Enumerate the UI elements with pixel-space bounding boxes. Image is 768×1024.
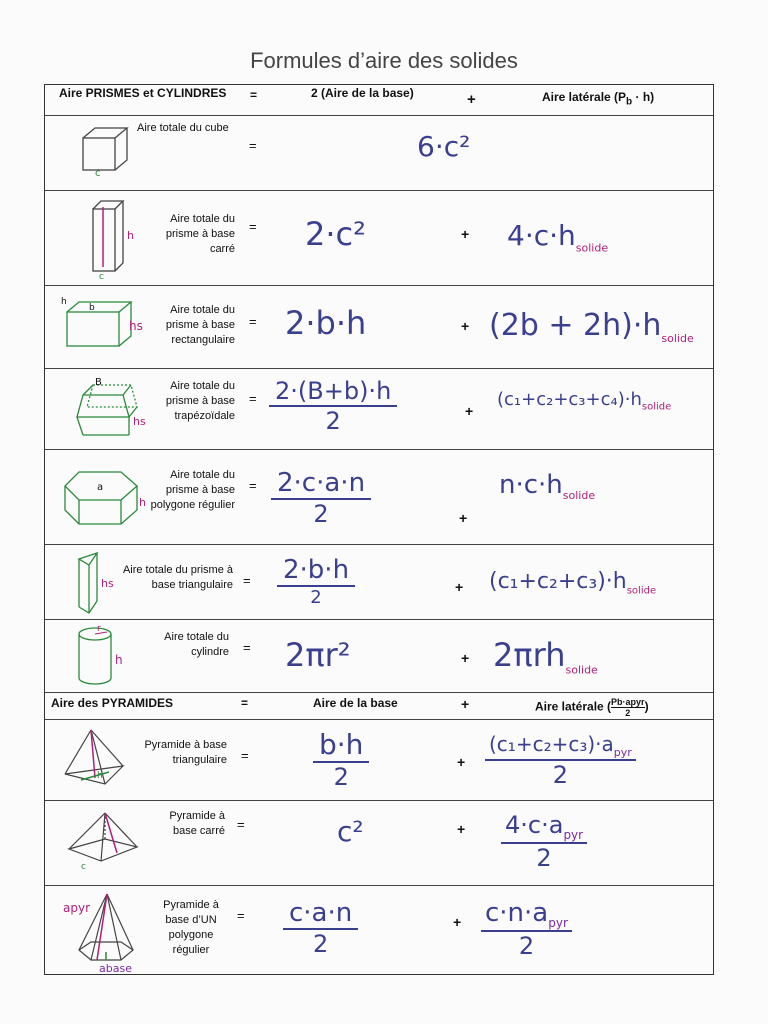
apyr-shape-label: apyr xyxy=(63,901,91,915)
svg-text:b: b xyxy=(89,303,95,313)
fraction-denominator: 2 xyxy=(552,761,569,789)
fraction-numerator: b·h xyxy=(313,728,369,763)
cylinder-shape xyxy=(75,624,129,688)
pyramids-header-base: Aire de la base xyxy=(313,696,398,710)
rect-prism-eq: = xyxy=(249,314,257,329)
svg-text:c: c xyxy=(99,272,104,279)
pyramid-polygon-shape xyxy=(61,890,151,972)
lateral-subscript: solide xyxy=(626,585,657,597)
triangular-prism-label: Aire totale du prisme à base triangulaire xyxy=(122,564,233,591)
polygon-prism-label: Aire totale du prisme à base polygone régulier xyxy=(150,469,235,511)
svg-text:a: a xyxy=(97,482,104,493)
lateral-sub: b xyxy=(626,96,633,108)
cylinder-eq: = xyxy=(243,640,251,655)
fraction-denominator: 2 xyxy=(325,407,341,435)
svg-text:hs: hs xyxy=(101,577,114,590)
cylinder-plus: + xyxy=(461,650,470,666)
pyramid-triangular-lateral xyxy=(485,732,636,789)
prisms-header-title: Aire PRISMES et CYLINDRES xyxy=(59,86,227,100)
fraction-numerator: 2·(B+b)·h xyxy=(269,377,397,407)
lateral-value: (2b + 2h)·h xyxy=(489,308,662,343)
trapezoid-prism-base xyxy=(269,377,397,435)
lateral-subscript: solide xyxy=(661,332,694,345)
fraction-numerator: c·a·n xyxy=(283,898,358,930)
pyramid-triangular-eq: = xyxy=(241,748,249,763)
svg-text:h: h xyxy=(61,297,67,307)
fraction-denominator: 2 xyxy=(333,763,349,791)
fraction-denominator: 2 xyxy=(312,930,329,958)
triangular-prism-shape xyxy=(75,549,119,615)
lateral-end: · h) xyxy=(632,90,655,104)
cylinder-lateral xyxy=(493,636,598,676)
prisms-header-base: 2 (Aire de la base) xyxy=(311,86,414,100)
polygon-prism-shape xyxy=(63,464,149,530)
lateral-value: (c₁+c₂+c₃+c₄)·h xyxy=(497,389,642,410)
abase-shape-label: abase xyxy=(99,962,132,972)
pyramid-square-shape xyxy=(65,809,141,873)
polygon-prism-base xyxy=(271,468,371,529)
row-cube xyxy=(45,116,713,191)
page-title: Formules d’aire des solides xyxy=(250,48,518,73)
lateral-subscript: pyr xyxy=(548,916,568,931)
pyramid-polygon-eq: = xyxy=(237,908,245,923)
svg-text:hs: hs xyxy=(129,319,143,333)
row-trapezoid-prism xyxy=(45,369,713,450)
lateral-subscript: solide xyxy=(562,489,596,503)
lateral-numerator: c·n·a xyxy=(485,898,549,928)
cylinder-base: 2πr² xyxy=(285,636,351,674)
lateral-end: ) xyxy=(644,699,649,714)
polygon-prism-eq: = xyxy=(249,478,257,493)
pyramids-header-plus: + xyxy=(461,696,470,712)
header-frac-num: Pb·apyr xyxy=(611,697,645,707)
fraction-denominator: 2 xyxy=(536,843,552,872)
lateral-value: 4·c·h xyxy=(507,219,576,252)
pyramid-square-lateral xyxy=(501,811,587,872)
square-prism-label: Aire totale du prisme à base carré xyxy=(165,213,235,255)
pyramid-triangular-shape xyxy=(61,726,129,788)
svg-text:h: h xyxy=(127,229,134,242)
svg-text:hs: hs xyxy=(133,415,146,428)
polygon-prism-lateral xyxy=(499,470,595,502)
lateral-text: Aire latérale ( xyxy=(535,699,612,714)
triangular-prism-plus: + xyxy=(455,579,464,595)
prisms-header-row xyxy=(45,85,713,116)
pyramid-square-plus: + xyxy=(457,821,466,837)
pyramids-header-title: Aire des PYRAMIDES xyxy=(51,696,174,710)
svg-text:r: r xyxy=(97,624,101,634)
square-prism-base: 2·c² xyxy=(305,215,366,253)
fraction-numerator: 2·b·h xyxy=(277,555,355,587)
svg-text:c: c xyxy=(81,862,86,872)
rect-prism-label: Aire totale du prisme à base rectangulaire xyxy=(165,304,235,346)
pyramid-polygon-lateral xyxy=(481,898,572,961)
lateral-subscript: pyr xyxy=(613,746,632,759)
lateral-numerator: 4·c·a xyxy=(505,811,564,839)
row-pyramid-polygon xyxy=(45,886,713,974)
row-cylinder xyxy=(45,620,713,693)
rect-prism-shape xyxy=(61,296,145,356)
row-pyramid-square xyxy=(45,801,713,886)
cube-eq: = xyxy=(249,138,257,153)
square-prism-eq: = xyxy=(249,219,257,234)
pyramid-square-label: Pyramide à base carré xyxy=(169,810,225,837)
row-pyramid-triangular xyxy=(45,720,713,801)
lateral-subscript: solide xyxy=(641,401,672,413)
prisms-header-lateral xyxy=(542,90,654,107)
formula-table xyxy=(44,84,714,975)
svg-text:h: h xyxy=(139,496,146,509)
cube-formula: 6·c² xyxy=(417,130,471,163)
pyramid-triangular-base xyxy=(313,728,369,792)
polygon-prism-plus: + xyxy=(459,510,468,526)
trapezoid-prism-eq: = xyxy=(249,391,257,406)
pyramid-triangular-plus: + xyxy=(457,754,466,770)
lateral-subscript: pyr xyxy=(563,827,584,842)
lateral-value: (c₁+c₂+c₃)·h xyxy=(489,569,627,594)
fraction-denominator: 2 xyxy=(518,932,535,961)
pyramid-polygon-label: Pyramide à base d’UN polygone régulier xyxy=(163,899,219,956)
row-rect-prism xyxy=(45,286,713,369)
svg-text:c: c xyxy=(95,168,101,176)
lateral-subscript: solide xyxy=(575,241,609,255)
pyramid-polygon-plus: + xyxy=(453,914,462,930)
rect-prism-plus: + xyxy=(461,318,470,334)
svg-text:B: B xyxy=(95,377,102,388)
trapezoid-prism-lateral xyxy=(497,389,671,413)
trapezoid-prism-plus: + xyxy=(465,403,474,419)
lateral-value: n·c·h xyxy=(499,470,563,500)
triangular-prism-base xyxy=(277,555,355,610)
fraction-denominator: 2 xyxy=(310,587,322,608)
header-frac-den: 2 xyxy=(625,708,631,718)
fraction-denominator: 2 xyxy=(313,500,329,528)
trapezoid-prism-shape xyxy=(73,377,149,441)
lateral-text: Aire latérale (P xyxy=(542,90,627,104)
triangular-prism-lateral xyxy=(489,569,656,596)
svg-text:h: h xyxy=(97,771,103,781)
pyramid-triangular-label: Pyramide à base triangulaire xyxy=(144,739,227,766)
fraction-numerator: 2·c·a·n xyxy=(271,468,371,500)
cylinder-label: Aire totale du cylindre xyxy=(164,631,229,658)
lateral-numerator: (c₁+c₂+c₃)·a xyxy=(489,732,614,756)
pyramid-square-base: c² xyxy=(337,815,364,848)
cube-shape xyxy=(81,124,131,176)
svg-text:h: h xyxy=(115,653,123,667)
pyramids-header-lateral xyxy=(535,697,649,718)
lateral-subscript: solide xyxy=(565,663,598,677)
pyramids-header-eq: = xyxy=(241,696,249,710)
cube-label: Aire totale du cube xyxy=(137,122,229,134)
prisms-header-eq: = xyxy=(250,88,258,102)
square-prism-shape xyxy=(85,197,145,279)
pyramids-header-row xyxy=(45,693,713,720)
rect-prism-lateral xyxy=(489,308,694,345)
rect-prism-base: 2·b·h xyxy=(285,304,367,342)
row-polygon-prism xyxy=(45,450,713,545)
trapezoid-prism-label: Aire totale du prisme à base trapézoïdale xyxy=(165,380,235,422)
lateral-value: 2πrh xyxy=(493,636,566,674)
pyramid-polygon-base xyxy=(283,898,358,959)
triangular-prism-eq: = xyxy=(243,573,251,588)
square-prism-plus: + xyxy=(461,226,470,242)
square-prism-lateral xyxy=(507,219,608,255)
pyramid-square-eq: = xyxy=(237,817,245,832)
prisms-header-plus: + xyxy=(467,91,476,108)
row-triangular-prism xyxy=(45,545,713,620)
row-square-prism xyxy=(45,191,713,286)
